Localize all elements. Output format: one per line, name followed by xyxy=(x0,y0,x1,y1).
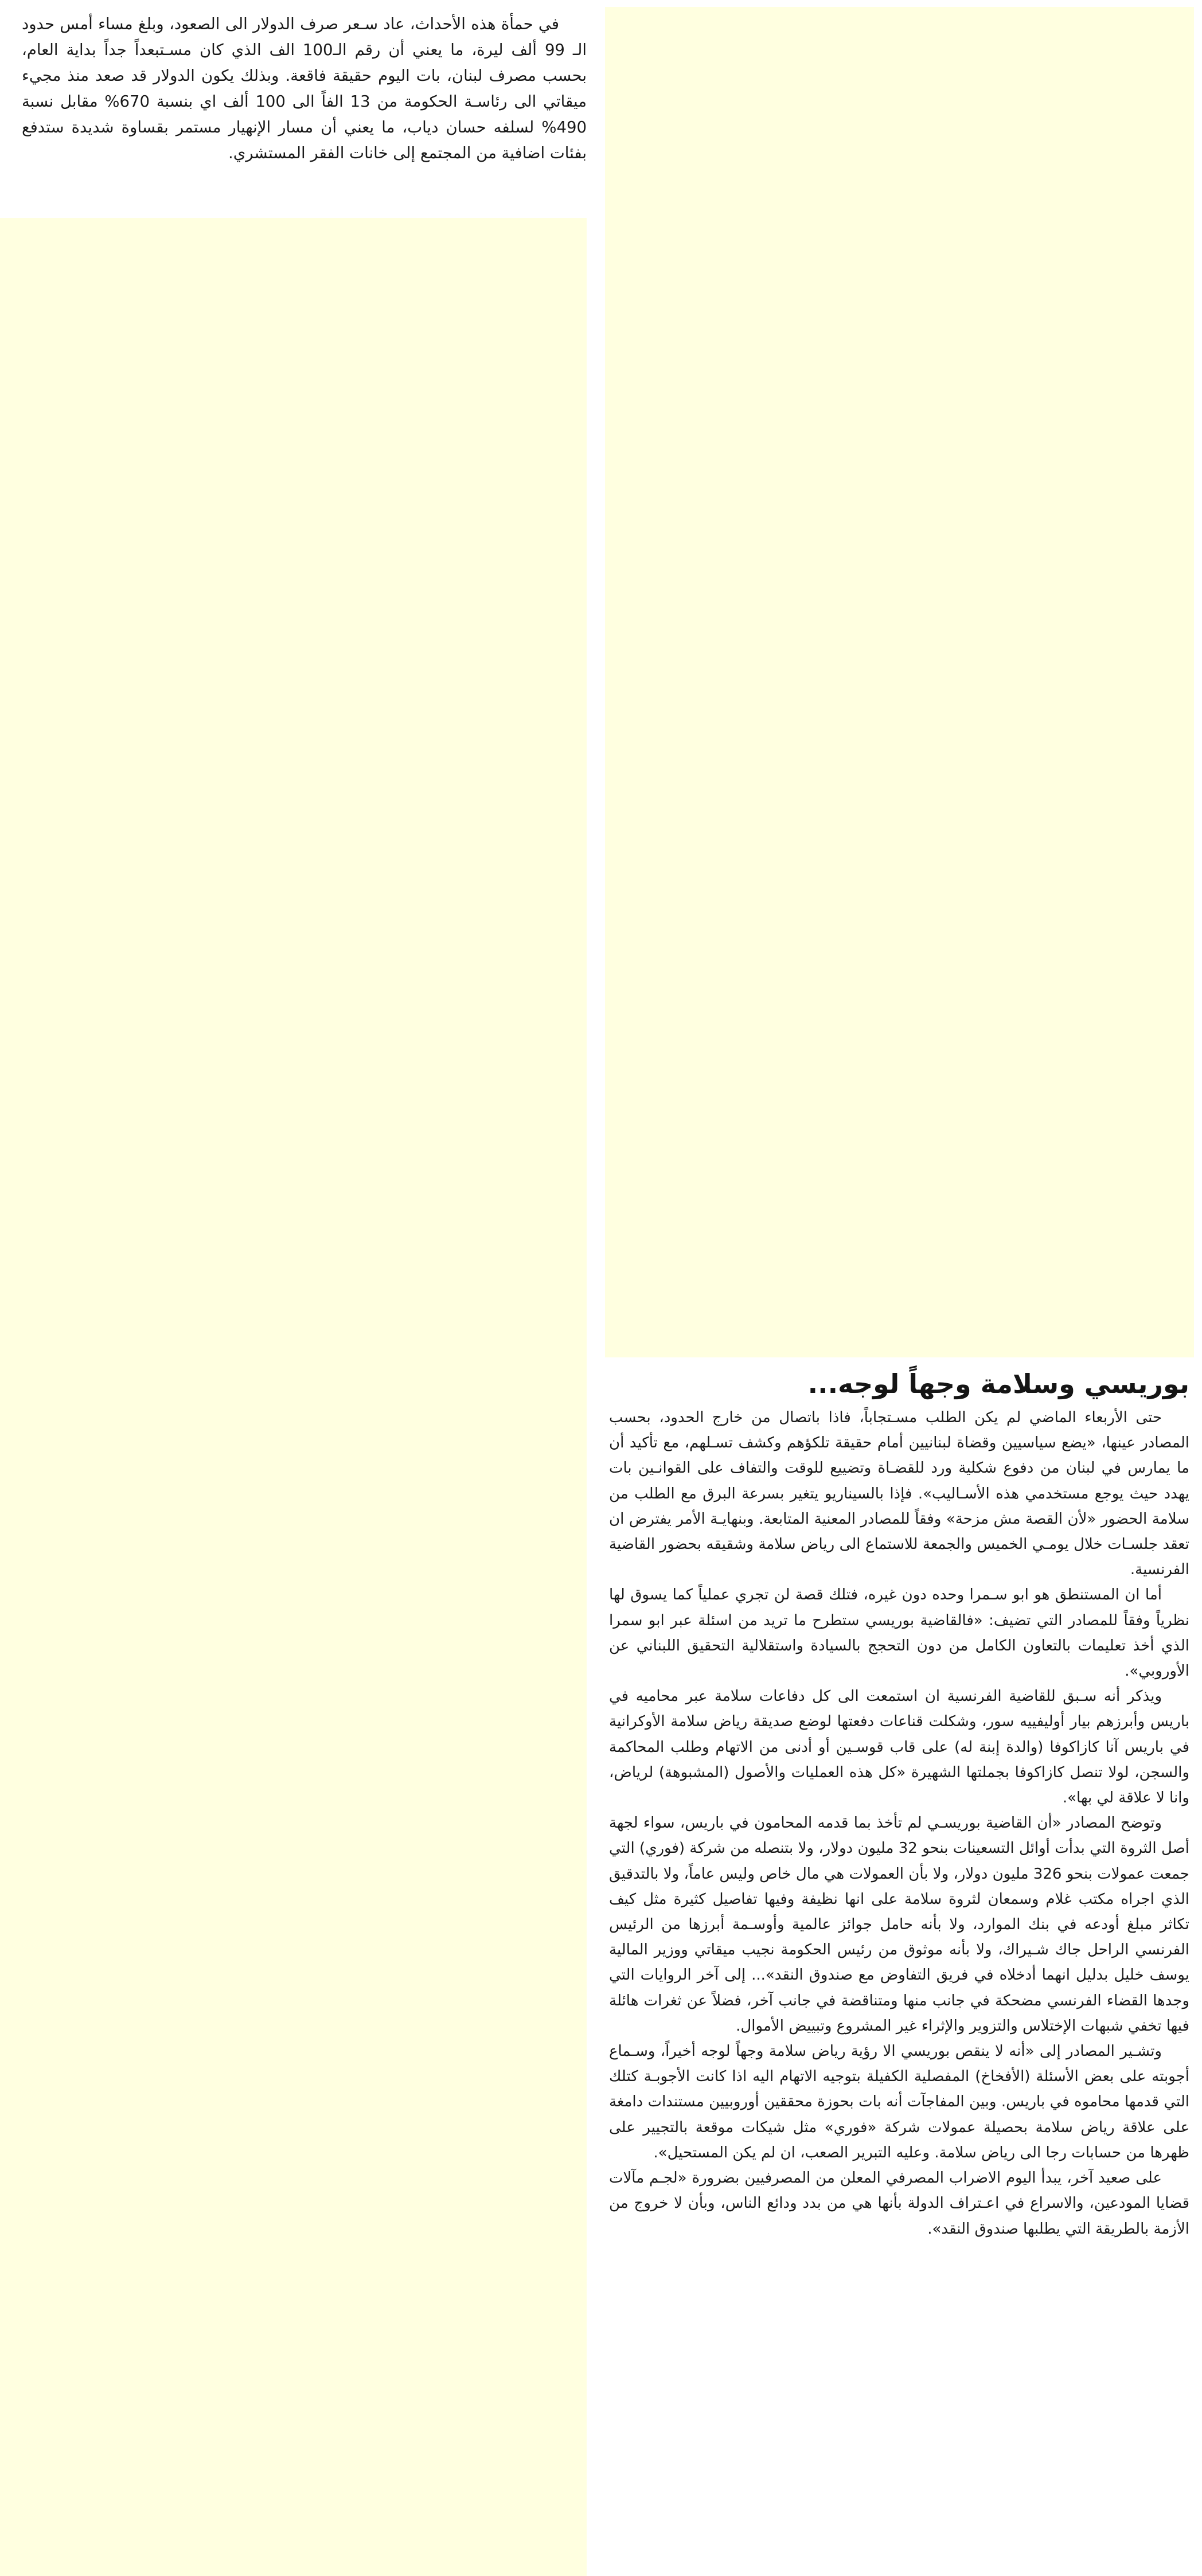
ad-placeholder-left xyxy=(0,218,587,2576)
paragraph: على صعيد آخر، يبدأ اليوم الاضراب المصرفي المعلن من المصرفيين بضرورة «لجـم مآلات قضايا المودعين، والاسراع في اعـتراف الدولة بأنها هي من بدد ودائع الناس، وبأن لا خروج من الأزمة بالطريقة التي يطلبها صندوق النقد». xyxy=(609,2169,1189,2238)
left-column-text xyxy=(22,11,587,166)
paragraph: وتوضح المصادر «أن القاضية بوريسـي لم تأخذ بما قدمه المحامون في باريس، سواء لجهة أصل الثروة التي بدأت أوائل التسعينات بنحو 32 مليون دولار، ولا بتنصله من شركة (فوري) التي جمعت عمولات بنحو 326 مليون دولار، ولا بأن العمولات هي مال خاص وليس عاماً، ولا بالتدقيق الذي اجراه مكتب غلام وسمعان لثروة سلامة على انها نظيفة وفيها تفاصيل كثيرة مثل كيف تكاثر مبلغ أودعه في بنك الموارد، ولا بأنه حامل جوائز عالمية وأوسـمة أبرزها من الرئيس الفرنسي الراحل جاك شـيراك، ولا بأنه موثوق من رئيس الحكومة نجيب ميقاتي ووزير المالية يوسف خليل بدليل انهما أدخلاه في فريق التفاوض مع صندوق النقد»... إلى آخر الروايات التي وجدها القضاء الفرنسي مضحكة في جانب منها ومتناقضة في جانب آخر، فضلاً عن ثغرات هائلة فيها تخفي شبهات الإختلاس والتزوير والإثراء غير المشروع وتبييض الأموال. xyxy=(609,1814,1189,2035)
paragraph: أما ان المستنطق هو ابو سـمرا وحده دون غيره، فتلك قصة لن تجري عملياً كما يسوق لها نظرياً وفقاً للمصادر التي تضيف: «فالقاضية بوريسي ستطرح ما تريد من اسئلة عبر ابو سمرا الذي أخذ تعليمات بالتعاون الكامل من دون التحجج بالسيادة واستقلالية التحقيق اللبناني عن الأوروبي». xyxy=(609,1586,1189,1680)
right-column-article xyxy=(609,1365,1189,2242)
paragraph: وتشـير المصادر إلى «أنه لا ينقص بوريسي الا رؤية رياض سلامة وجهاً لوجه أخيراً، وسـماع أجوبته على بعض الأسئلة (الأفخاخ) المفصلية الكفيلة بتوجيه الاتهام اليه اذا كانت الأجوبـة كتلك التي قدمها محاموه في باريس. وبين المفاجآت أنه بات بحوزة محققين أوروبيين مستندات دامغة على علاقة رياض سلامة بحصيلة عمولات شركة «فوري» مثل شيكات موقعة بالتجيير على ظهرها من حسابات رجا الى رياض سلامة. وعليه التبرير الصعب، ان لم يكن المستحيل». xyxy=(609,2043,1189,2161)
paragraph: في حمأة هذه الأحداث، عاد سـعر صرف الدولار الى الصعود، وبلغ مساء أمس حدود الـ 99 ألف ليرة، ما يعني أن رقم الـ100 الف الذي كان مسـتبعداً جداً بداية العام، بحسب مصرف لبنان، بات اليوم حقيقة فاقعة. وبذلك يكون الدولار قد صعد منذ مجيء ميقاتي الى رئاسـة الحكومة من 13 الفاً الى 100 ألف اي بنسبة 670% مقابل نسبة 490% لسلفه حسان دياب، ما يعني أن مسار الإنهيار مستمر بقساوة شديدة ستدفع بفئات اضافية من المجتمع إلى خانات الفقر المستشري. xyxy=(22,15,587,162)
article-headline: بوريسي وسلامة وجهاً لوجه... xyxy=(807,1368,1189,1399)
ad-placeholder-right xyxy=(605,7,1194,1357)
paragraph: ويذكر أنه سـبق للقاضية الفرنسية ان استمعت الى كل دفاعات سلامة عبر محاميه في باريس وأبرزهم بيار أوليفييه سور، وشكلت قناعات دفعتها لوضع صديقة رياض سلامة الأوكرانية في باريس آنا كازاكوفا (والدة إبنة له) على قاب قوسـين أو أدنى من الاتهام وطلب المحاكمة والسجن، لولا تنصل كازاكوفا بجملتها الشهيرة «كل هذه العمليات والأصول (المشبوهة) لرياض، وانا لا علاقة لي بها». xyxy=(609,1688,1189,1807)
paragraph: حتى الأربعاء الماضي لم يكن الطلب مسـتجاباً، فاذا باتصال من خارج الحدود، بحسب المصادر عينها، «يضع سياسيين وقضاة لبنانيين أمام حقيقة تلكؤهم وكشف تسـلهم، مع تأكيد أن ما يمارس في لبنان من دفوع شكلية ورد للقضـاة وتضييع للوقت والتفاف على القوانـين بات يهدد حيث يوجع مستخدمي هذه الأسـاليب». فإذا بالسيناريو يتغير بسرعة البرق مع الطلب من سلامة الحضور «لأن القصة مش مزحة» وفقاً للمصادر المعنية المتابعة. وبنهايـة الأمر يفترض ان تعقد جلسـات خلال يومـي الخميس والجمعة للاستماع الى رياض سلامة وشقيقه بحضور القاضية الفرنسية. xyxy=(609,1409,1189,1579)
